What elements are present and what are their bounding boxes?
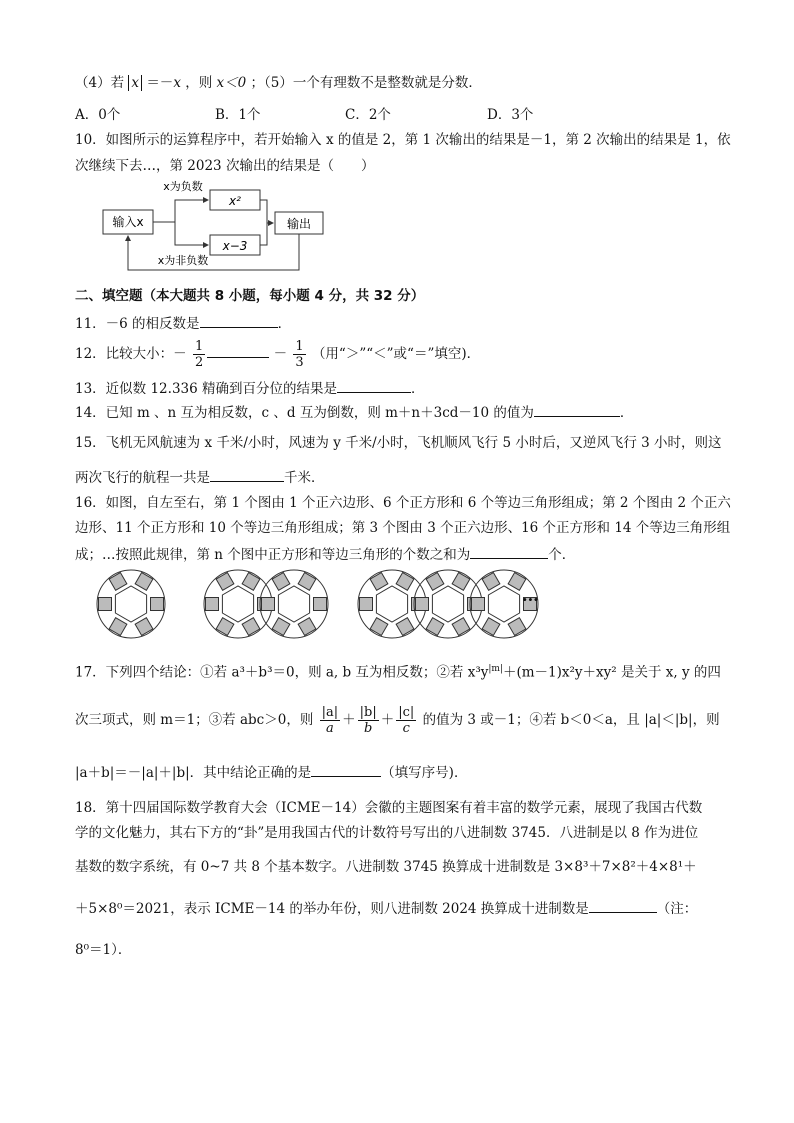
hexagon-ring	[260, 570, 328, 638]
q14-end: ．	[619, 405, 634, 421]
q11-end: ．	[277, 316, 292, 332]
square-tile	[416, 598, 429, 611]
hexagon	[278, 586, 309, 622]
q17-frac-b	[358, 705, 379, 736]
den: b	[364, 721, 373, 736]
q16-end: 个．	[548, 547, 576, 563]
q18-line4	[75, 898, 697, 918]
square-tile	[426, 618, 444, 636]
section-heading: 二、填空题（本大题共 8 小题，每小题 4 分，共 32 分）	[75, 288, 425, 304]
q12	[75, 334, 480, 374]
q12-text: 12．比较大小：－	[75, 346, 187, 362]
square-tile	[109, 573, 127, 591]
option-c[interactable]: C．2个	[345, 107, 391, 123]
q14	[75, 402, 633, 422]
q17-text-b: ＋(m－1)x²y＋xy² 是关于 x, y 的四	[502, 664, 721, 681]
square-tile	[452, 573, 470, 591]
den: 3	[295, 355, 304, 370]
q17-text-b: 的值为 3 或－1；④若 b＜0＜a，且 |a|＜|b|，则	[422, 712, 720, 728]
option-d[interactable]: D．3个	[487, 107, 534, 123]
q16-figure	[95, 568, 555, 640]
square-tile	[396, 573, 414, 591]
square-tile	[482, 618, 500, 636]
q12-end: （用“＞”“＜”或“＝”填空)．	[311, 346, 481, 362]
q16-line1: 16．如图，自左至右，第 1 个图由 1 个正六边形、6 个正方形和 6 个等边三角形组成；第 2 个图由 2 个正六	[75, 495, 731, 511]
square-tile	[396, 618, 414, 636]
q10-line1: 10．如图所示的运算程序中，若开始输入 x 的值是 2，第 1 次输出的结果是－1，第 2 次输出的结果是 1，依	[75, 132, 731, 148]
q14-answer-blank[interactable]	[534, 402, 620, 417]
hexagon	[488, 586, 519, 622]
square-tile	[206, 598, 219, 611]
q11-answer-blank[interactable]	[200, 313, 278, 328]
q10-line2: 次继续下去…，第 2023 次输出的结果是（ ）	[75, 158, 375, 174]
abs-x: x	[128, 75, 142, 91]
hexagon	[222, 586, 253, 622]
text: ；（5）一个有理数不是整数就是分数．	[250, 75, 482, 91]
square-tile	[472, 598, 485, 611]
square-tile	[216, 573, 234, 591]
eq: ＝－x	[146, 75, 181, 91]
flow-nonneg-label: x为非负数	[157, 254, 209, 267]
square-tile	[370, 618, 388, 636]
text: （4）若	[75, 75, 125, 91]
q13-end: ．	[411, 381, 425, 397]
square-tile	[242, 618, 260, 636]
q11	[75, 313, 291, 333]
hexagon	[115, 586, 146, 622]
q13	[75, 378, 425, 398]
square-tile	[508, 573, 526, 591]
q10-flowchart	[95, 180, 355, 275]
q12-answer-blank[interactable]	[207, 343, 269, 358]
hexagon	[432, 586, 463, 622]
square-tile	[216, 618, 234, 636]
num: |b|	[359, 705, 377, 720]
den: 2	[194, 355, 204, 370]
square-tile	[298, 618, 316, 636]
square-tile	[370, 573, 388, 591]
flow-output-text: 输出	[286, 217, 312, 231]
q18-answer-blank[interactable]	[589, 898, 657, 913]
square-tile	[99, 598, 112, 611]
flow-input-text: 输入x	[112, 215, 144, 229]
q16-ellipsis: ···	[522, 590, 539, 609]
square-tile	[508, 618, 526, 636]
square-tile	[426, 573, 444, 591]
option-a[interactable]: A．0个	[75, 107, 121, 123]
q9-statement-4	[75, 74, 482, 92]
q11-text: 11．－6 的相反数是	[75, 316, 200, 332]
q16-answer-blank[interactable]	[470, 544, 548, 559]
text: ，则	[185, 75, 213, 91]
q14-text: 14．已知 m 、n 互为相反数，c 、d 互为倒数，则 m＋n＋3cd－10 的值为	[75, 405, 534, 421]
q12-frac2	[293, 339, 305, 370]
num: 1	[194, 339, 204, 354]
square-tile	[262, 598, 275, 611]
q18-line3: 基数的数字系统，有 0~7 共 8 个基本数字。八进制数 3745 换算成十进制数是 3×8³＋7×8²＋4×8¹＋	[75, 859, 697, 875]
cond: x＜0	[216, 75, 247, 91]
q13-answer-blank[interactable]	[337, 378, 411, 393]
q17-end: （填写序号)．	[381, 765, 468, 781]
q17-line2: 次三项式，则 m＝1；③若 abc＞0，则 $\frac{|a|}{a}$ ＋ $\frac{|b|}{b}$ ＋ $\frac{|c|}{c}$ 的值为 3 或－1；④若 b＜0＜a，且 |a|＜|b|，则	[75, 705, 720, 736]
den: a	[326, 721, 334, 736]
square-tile	[452, 618, 470, 636]
num: |a|	[321, 705, 339, 720]
den: c	[402, 721, 410, 736]
q18-end: （注：	[656, 901, 698, 917]
q12-frac1	[193, 339, 205, 370]
square-tile	[314, 598, 327, 611]
q16-line2: 边形、11 个正方形和 10 个等边三角形组成；第 3 个图由 3 个正六边形、16 个正方形和 14 个等边三角形组	[75, 520, 731, 536]
square-tile	[135, 618, 153, 636]
num: |c|	[398, 705, 415, 720]
square-tile	[272, 573, 290, 591]
square-tile	[135, 573, 153, 591]
q15-answer-blank[interactable]	[210, 467, 284, 482]
flow-neg-label: x为负数	[163, 180, 203, 193]
q15-line2	[75, 467, 325, 487]
q17-text: 次三项式，则 m＝1；③若 abc＞0，则	[75, 712, 314, 728]
hexagon-ring	[97, 570, 165, 638]
q17-text: 17．下列四个结论：①若 a³＋b³＝0，则 a, b 互为相反数；②若 x³y	[75, 664, 489, 681]
square-tile	[109, 618, 127, 636]
q17-text: |a＋b|＝－|a|＋|b|．其中结论正确的是	[75, 765, 312, 781]
square-tile	[242, 573, 260, 591]
q15-text: 两次飞行的航程一共是	[75, 470, 210, 486]
q13-text: 13．近似数 12.336 精确到百分位的结果是	[75, 381, 337, 397]
q18-line1: 18．第十四届国际数学教育大会（ICME－14）会徽的主题图案有着丰富的数学元素，展现了我国古代数	[75, 800, 703, 816]
square-tile	[298, 573, 316, 591]
q17-line3	[75, 762, 467, 782]
q17-answer-blank[interactable]	[311, 762, 381, 777]
hexagon	[376, 586, 407, 622]
square-tile	[272, 618, 290, 636]
q12-minus: －	[273, 346, 288, 362]
option-b[interactable]: B．1个	[215, 107, 261, 123]
q16-line3	[75, 544, 575, 564]
q17-sup: |m|	[488, 664, 503, 674]
q18-line5: 8⁰＝1）．	[75, 942, 132, 958]
q17-frac-c	[396, 705, 416, 736]
square-tile	[151, 598, 164, 611]
q16-text: 成；…按照此规律，第 n 个图中正方形和等边三角形的个数之和为	[75, 547, 471, 563]
flow-minus3-text: x−3	[222, 239, 248, 253]
q15-line1: 15．飞机无风航速为 x 千米/小时，风速为 y 千米/小时，飞机顺风飞行 5 小时后，又逆风飞行 3 小时，则这	[75, 435, 722, 451]
q17-line1	[75, 660, 721, 682]
square-tile	[482, 573, 500, 591]
q18-text: ＋5×8⁰＝2021，表示 ICME－14 的举办年份，则八进制数 2024 换算成十进制数是	[75, 901, 589, 917]
square-tile	[360, 598, 373, 611]
q18-line2: 学的文化魅力，其右下方的“卦”是用我国古代的计数符号写出的八进制数 3745．八进制是以 8 作为进位	[75, 825, 699, 841]
q17-frac-a	[320, 705, 341, 736]
num: 1	[295, 339, 304, 354]
flow-square-text: x²	[229, 194, 241, 208]
q15-end: 千米．	[284, 470, 325, 486]
